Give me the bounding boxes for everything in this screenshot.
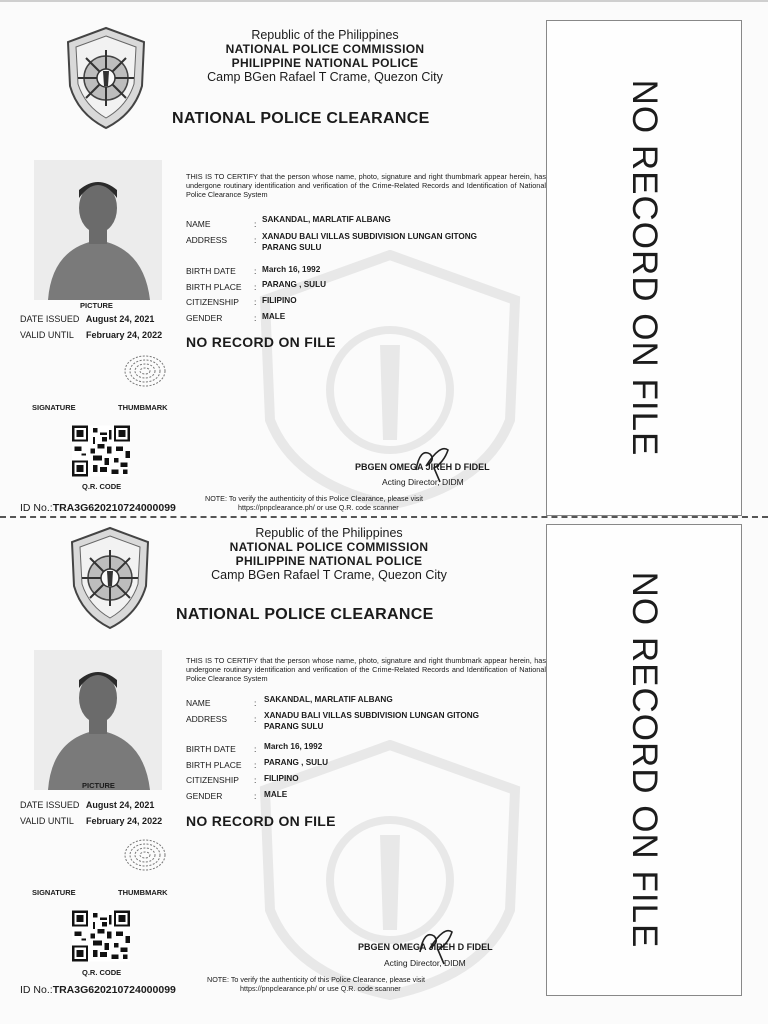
address-label: ADDRESS — [186, 714, 228, 724]
side-stamp-text: NO RECORD ON FILE — [625, 571, 664, 949]
id-number-row — [20, 984, 176, 996]
valid-until-value: February 24, 2022 — [86, 330, 163, 340]
birth-date-label: BIRTH DATE — [186, 744, 236, 754]
signature-label: SIGNATURE — [32, 888, 76, 897]
birth-place-value: PARANG , SULU — [262, 280, 326, 289]
qr-code-image — [72, 425, 130, 477]
birth-place-colon: : — [254, 760, 257, 770]
thumbmark-label: THUMBMARK — [118, 403, 168, 412]
id-number-label: ID No.: — [20, 502, 53, 514]
gender-value: MALE — [264, 790, 288, 799]
address-colon: : — [254, 235, 257, 245]
address-colon: : — [254, 714, 257, 724]
valid-until-row — [20, 816, 162, 826]
id-number-value: TRA3G620210724000099 — [52, 984, 176, 996]
address-line-1: XANADU BALI VILLAS SUBDIVISION LUNGAN GITONG — [264, 711, 480, 720]
name-value: SAKANDAL, MARLATIF ALBANG — [264, 695, 393, 704]
birth-date-colon: : — [254, 744, 257, 754]
address-line-2: PARANG SULU — [264, 722, 324, 731]
birth-place-colon: : — [254, 282, 257, 292]
citizenship-label: CITIZENSHIP — [186, 297, 239, 307]
republic-text: Republic of the Philippines — [255, 526, 403, 540]
citizenship-value: FILIPINO — [262, 296, 297, 305]
police-text: PHILIPPINE NATIONAL POLICE — [231, 56, 419, 70]
republic-text: Republic of the Philippines — [251, 28, 399, 42]
valid-until-label: VALID UNTIL — [20, 816, 74, 826]
date-issued-value: August 24, 2021 — [85, 314, 155, 324]
signatory-position: Acting Director, DIDM — [382, 477, 464, 487]
qr-code-image — [72, 910, 130, 962]
commission-text: NATIONAL POLICE COMMISSION — [229, 540, 429, 554]
side-stamp-box — [546, 20, 742, 516]
id-number-label: ID No.: — [20, 984, 53, 996]
citizenship-value: FILIPINO — [264, 774, 299, 783]
applicant-photo — [34, 160, 162, 300]
birth-place-label: BIRTH PLACE — [186, 760, 242, 770]
gender-colon: : — [254, 791, 257, 801]
result-text: NO RECORD ON FILE — [186, 334, 336, 350]
birth-place-value: PARANG , SULU — [264, 758, 328, 767]
citizenship-colon: : — [254, 775, 257, 785]
date-issued-row — [20, 314, 154, 324]
date-issued-label: DATE ISSUED — [20, 800, 80, 810]
document-title: NATIONAL POLICE CLEARANCE — [172, 110, 430, 127]
date-issued-label: DATE ISSUED — [20, 314, 80, 324]
clearance-copy-2 — [0, 510, 768, 1022]
valid-until-row — [20, 330, 162, 340]
birth-date-label: BIRTH DATE — [186, 266, 236, 276]
signatory-name: PBGEN OMEGA JIREH D FIDEL — [355, 462, 490, 472]
camp-text: Camp BGen Rafael T Crame, Quezon City — [207, 70, 443, 84]
name-label: NAME — [186, 698, 211, 708]
side-stamp-box — [546, 524, 742, 996]
qr-code-label: Q.R. CODE — [82, 968, 122, 977]
note-line-1: To verify the authenticity of this Police Clearance, please visit — [228, 494, 423, 503]
thumbmark-image — [120, 836, 170, 874]
header-block — [180, 28, 470, 84]
note-label: NOTE: — [207, 975, 229, 984]
birth-place-label: BIRTH PLACE — [186, 282, 242, 292]
signature-label: SIGNATURE — [32, 403, 76, 412]
qr-code-label: Q.R. CODE — [82, 482, 122, 491]
result-text: NO RECORD ON FILE — [186, 813, 336, 829]
birth-date-colon: : — [254, 266, 257, 276]
picture-label: PICTURE — [80, 301, 113, 310]
address-line-1: XANADU BALI VILLAS SUBDIVISION LUNGAN GITONG — [262, 232, 478, 241]
birth-date-value: March 16, 1992 — [262, 265, 321, 274]
verification-note — [207, 975, 425, 994]
thumbmark-image — [120, 352, 170, 390]
name-label: NAME — [186, 219, 211, 229]
address-label: ADDRESS — [186, 235, 228, 245]
note-line-2: https://pnpclearance.ph/ or use Q.R. code scanner — [238, 503, 399, 513]
pnp-seal-icon — [66, 526, 154, 630]
police-text: PHILIPPINE NATIONAL POLICE — [235, 554, 423, 568]
valid-until-value: February 24, 2022 — [86, 816, 163, 826]
gender-label: GENDER — [186, 791, 223, 801]
signatory-position: Acting Director, DIDM — [384, 958, 466, 968]
applicant-photo — [34, 650, 162, 790]
name-value: SAKANDAL, MARLATIF ALBANG — [262, 215, 391, 224]
note-label: NOTE: — [205, 494, 227, 503]
thumbmark-label: THUMBMARK — [118, 888, 168, 897]
citizenship-colon: : — [254, 297, 257, 307]
address-line-2: PARANG SULU — [262, 243, 322, 252]
document-title: NATIONAL POLICE CLEARANCE — [176, 606, 434, 623]
valid-until-label: VALID UNTIL — [20, 330, 74, 340]
camp-text: Camp BGen Rafael T Crame, Quezon City — [211, 568, 447, 582]
commission-text: NATIONAL POLICE COMMISSION — [225, 42, 425, 56]
signatory-name: PBGEN OMEGA JIREH D FIDEL — [358, 942, 493, 952]
date-issued-row — [20, 800, 154, 810]
date-issued-value: August 24, 2021 — [85, 800, 155, 810]
name-colon: : — [254, 698, 257, 708]
pnp-seal-icon — [62, 26, 150, 130]
note-line-2: https://pnpclearance.ph/ or use Q.R. code scanner — [240, 984, 401, 994]
note-line-1: To verify the authenticity of this Police Clearance, please visit — [230, 975, 425, 984]
side-stamp-text: NO RECORD ON FILE — [625, 79, 664, 457]
certify-text: THIS IS TO CERTIFY that the person whose name, photo, signature and right thumbmark appear herein, has undergone routinary identification and verification of the Crime-Related Records and Identification of National Police Clearance System — [186, 656, 546, 684]
birth-date-value: March 16, 1992 — [264, 742, 323, 751]
id-number-value: TRA3G620210724000099 — [52, 502, 176, 514]
header-block — [184, 526, 474, 582]
gender-value: MALE — [262, 312, 286, 321]
picture-label: PICTURE — [82, 781, 115, 790]
name-colon: : — [254, 219, 257, 229]
certify-text: THIS IS TO CERTIFY that the person whose name, photo, signature and right thumbmark appear herein, has undergone routinary identification and verification of the Crime-Related Records and Identification of National Police Clearance System — [186, 172, 546, 200]
citizenship-label: CITIZENSHIP — [186, 775, 239, 785]
gender-colon: : — [254, 313, 257, 323]
gender-label: GENDER — [186, 313, 223, 323]
